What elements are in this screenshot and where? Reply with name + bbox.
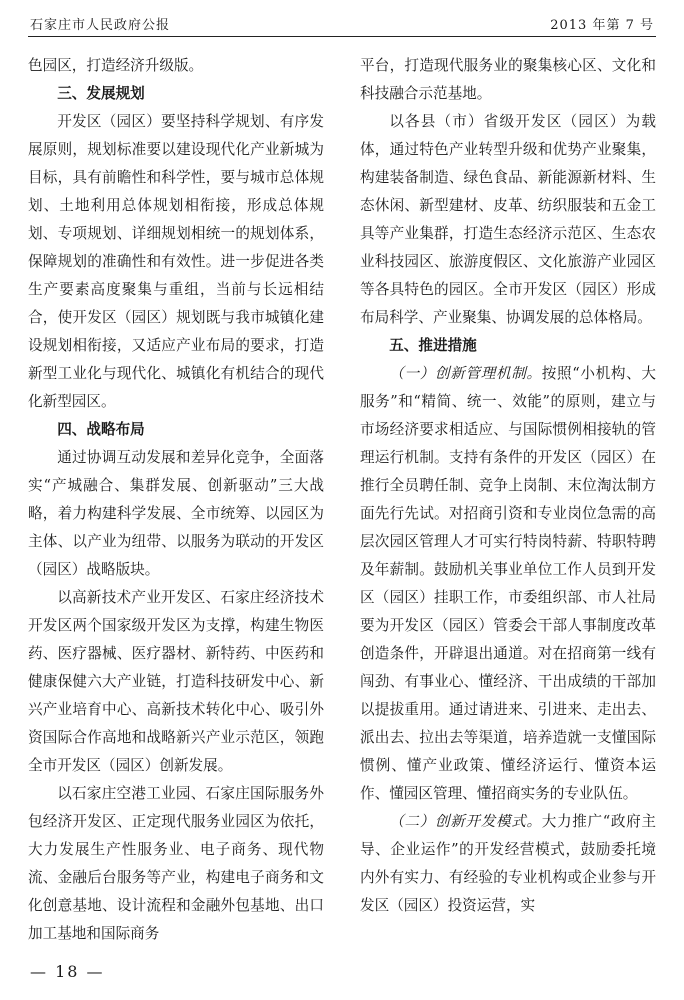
- paragraph: [360, 808, 656, 920]
- paragraph: [360, 360, 656, 808]
- page-number: — 18 —: [30, 962, 105, 981]
- subsection-lead: （一）创新管理机制。: [389, 365, 542, 382]
- paragraph: 以各县（市）省级开发区（园区）为载体，通过特色产业转型升级和优势产业聚集，构建装备制造、绿色食品、新能源新材料、生态休闲、新型建材、皮革、纺织服装和五金工具等产业集群，打造生态经济示范区、生态农业科技园区、旅游度假区、文化旅游产业园区等各具特色的园区。全市开发区（园区）形成布局科学、产业聚集、协调发展的总体格局。: [360, 113, 656, 326]
- paragraph: 通过协调互动发展和差异化竞争，全面落实“产城融合、集群发展、创新驱动”三大战略，着力构建科学发展、全市统筹、以园区为主体、以产业为纽带、以服务为联动的开发区（园区）战略版块。: [28, 449, 324, 578]
- right-column: [360, 52, 656, 920]
- journal-title: 石家庄市人民政府公报: [30, 18, 171, 33]
- paragraph: 以石家庄空港工业园、石家庄国际服务外包经济开发区、正定现代服务业园区为依托，大力发展生产性服务业、电子商务、现代物流、金融后台服务等产业，构建电子商务和文化创意基地、设计流程和金融外包基地、出口加工基地和国际商务: [28, 785, 324, 942]
- paragraph-text: 大力推广“政府主导、企业运作”的开发经营模式，鼓励委托境内外有实力、有经验的专业机构或企业参与开发区（园区）投资运营，实: [360, 813, 656, 914]
- subsection-lead: （二）创新开发模式。: [389, 813, 542, 830]
- page-header: [28, 10, 656, 37]
- section-heading: 三、发展规划: [57, 85, 145, 102]
- section-heading: 四、战略布局: [57, 421, 145, 438]
- issue-number: 2013 年第 7 号: [550, 18, 654, 33]
- paragraph-text: 按照“小机构、大服务”和“精简、统一、效能”的原则，建立与市场经济要求相适应、与国际惯例相接轨的管理运行机制。支持有条件的开发区（园区）在推行全员聘任制、竞争上岗制、末位淘汰制方面先行先试。对招商引资和专业岗位急需的高层次园区管理人才可实行特岗特薪、特职特聘及年薪制。鼓励机关事业单位工作人员到开发区（园区）挂职工作，市委组织部、市人社局要为开发区（园区）管委会干部人事制度改革创造条件，开辟退出通道。对在招商第一线有闯劲、有事业心、懂经济、干出成绩的干部加以提拔重用。通过请进来、引进来、走出去、派出去、拉出去等渠道，培养造就一支懂国际惯例、懂产业政策、懂经济运行、懂资本运作、懂园区管理、懂招商实务的专业队伍。: [360, 365, 656, 802]
- paragraph: 平台，打造现代服务业的聚集核心区、文化和科技融合示范基地。: [360, 57, 656, 102]
- paragraph: 以高新技术产业开发区、石家庄经济技术开发区两个国家级开发区为支撑，构建生物医药、医疗器械、医疗器材、新特药、中医药和健康保健六大产业链，打造科技研发中心、新兴产业培育中心、高新技术转化中心、吸引外资国际合作高地和战略新兴产业示范区，领跑全市开发区（园区）创新发展。: [28, 589, 324, 774]
- section-heading: 五、推进措施: [389, 337, 477, 354]
- left-column: [28, 52, 324, 948]
- paragraph: 开发区（园区）要坚持科学规划、有序发展原则，规划标准要以建设现代化产业新城为目标，具有前瞻性和科学性，要与城市总体规划、土地利用总体规划相衔接，形成总体规划、专项规划、详细规划相统一的规划体系，保障规划的准确性和有效性。进一步促进各类生产要素高度聚集与重组，当前与长远相结合，使开发区（园区）规划既与我市城镇化建设规划相衔接，又适应产业布局的要求，打造新型工业化与现代化、城镇化有机结合的现代化新型园区。: [28, 113, 324, 410]
- paragraph: 色园区，打造经济升级版。: [28, 57, 204, 74]
